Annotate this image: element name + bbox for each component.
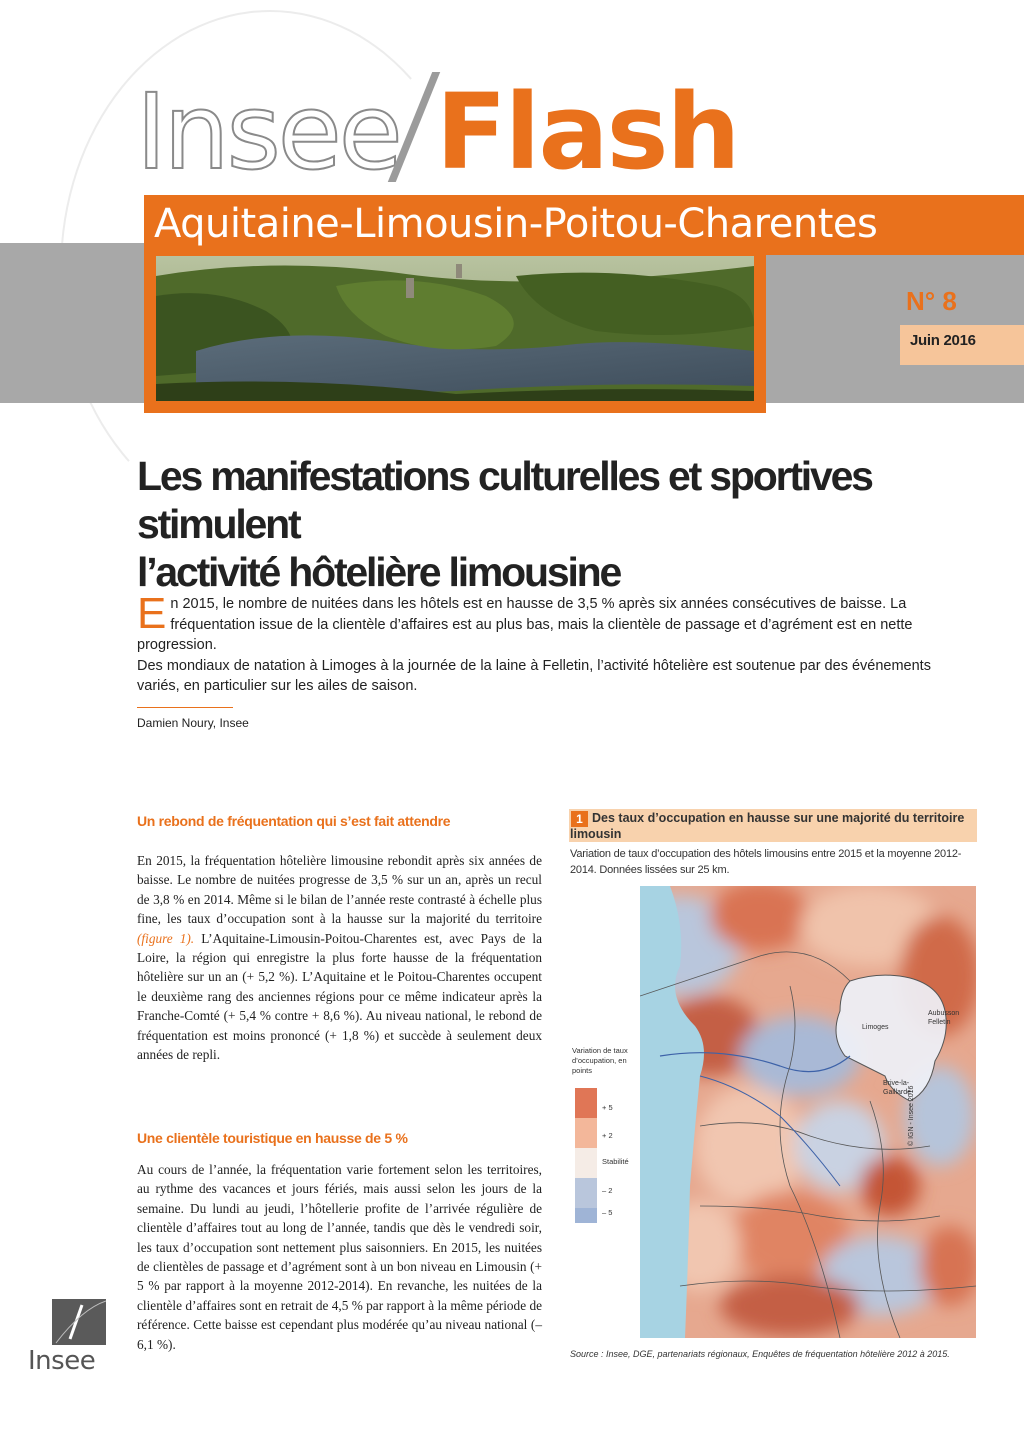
figure-number: 1 <box>571 811 588 827</box>
legend-swatch-stable <box>575 1148 597 1163</box>
legend-label-plus2: + 2 <box>602 1131 613 1140</box>
section-heading-2: Une clientèle touristique en hausse de 5 % <box>137 1130 408 1146</box>
lead-paragraph-1 <box>137 589 952 656</box>
masthead-flash: Flash <box>435 71 739 193</box>
masthead <box>136 70 739 195</box>
legend-swatch-minus2 <box>575 1178 597 1193</box>
article-title <box>137 452 957 596</box>
issue-date: Juin 2016 <box>910 332 976 349</box>
figure-source: Source : Insee, DGE, partenariats régionaux, Enquêtes de fréquentation hôtelière 2012 à 2015. <box>570 1349 950 1359</box>
figure-reference-link[interactable]: (figure 1). <box>137 930 195 946</box>
legend-swatch-minus5 <box>575 1208 597 1223</box>
title-line-2: l’activité hôtelière limousine <box>137 549 621 595</box>
map-label-brive: Brive-la-Gaillarde <box>883 1080 912 1096</box>
region-name: Aquitaine-Limousin-Poitou-Charentes <box>154 201 878 247</box>
section1-text-a: En 2015, la fréquentation hôtelière limousine rebondit après six années de baisse. Le nombre de nuitées progresse de 3,5 % sur un an, après un recul de 3,8 % en 2014. Même si le bilan de l’année reste contrasté à échelle plus fine, les taux d’occupation sont à la hausse sur la majorité du territoire <box>137 853 542 927</box>
lead-text-1: n 2015, le nombre de nuitées dans les hôtels est en hausse de 3,5 % après six années consécutives de baisse. La fréquentation issue de la clientèle d’affaires est au plus bas, mais la clientèle de passage et d’agrément est en nette progression. <box>137 596 913 653</box>
author-divider <box>137 707 233 708</box>
header-landscape-photo <box>156 256 754 401</box>
legend-swatch-plus5 <box>575 1088 597 1103</box>
legend-swatch-stable2 <box>575 1163 597 1178</box>
legend-swatch-minus3 <box>575 1193 597 1208</box>
legend-label-minus2: – 2 <box>602 1186 613 1195</box>
legend-swatch-plus1 <box>575 1133 597 1148</box>
insee-logo-icon <box>52 1299 106 1345</box>
masthead-insee: Insee <box>136 71 400 193</box>
article-lead <box>137 589 952 697</box>
section-heading-1: Un rebond de fréquentation qui s’est fait attendre <box>137 813 451 829</box>
legend-swatch-plus2b <box>575 1118 597 1133</box>
title-line-1: Les manifestations culturelles et sportives stimulent <box>137 453 872 547</box>
legend-title: Variation de taux d’occupation, en points <box>572 1046 628 1075</box>
insee-logo-text: Insee <box>28 1346 96 1376</box>
occupancy-map <box>640 886 976 1338</box>
figure-title: Des taux d’occupation en hausse sur une majorité du territoire limousin <box>570 811 965 841</box>
legend-label-plus5: + 5 <box>602 1103 613 1112</box>
figure-subtitle: Variation de taux d’occupation des hôtels limousins entre 2015 et la moyenne 2012-2014. Données lissées sur 25 km. <box>570 848 962 876</box>
lead-dropcap: E <box>137 589 167 638</box>
map-copyright: © IGN - Insee 2016 <box>908 1085 915 1146</box>
section1-text-b: L’Aquitaine-Limousin-Poitou-Charentes est, avec Pays de la Loire, la région qui enregistre la plus forte hausse de la fréquentation hôtelière sur un an (+ 5,2 %). L’Aquitaine et le Poitou-Charentes occupent le deuxième rang des anciennes régions pour ce même indicateur après la Franche-Comté (+ 5,4 % contre + 8,6 %). Au niveau national, le rebond de fréquentation est moins prononcé (+ 1,8 %) et succède à seulement deux années de repli. <box>137 930 543 1063</box>
issue-number: N° 8 <box>906 286 957 316</box>
map-label-limoges: Limoges <box>862 1024 889 1031</box>
lead-paragraph-2: Des mondiaux de natation à Limoges à la journée de la laine à Felletin, l’activité hôtelière est soutenue par des événements variés, en particulier sur les ailes de saison. <box>137 657 931 694</box>
section-body-2: Au cours de l’année, la fréquentation varie fortement selon les territoires, au rythme des vacances et jours fériés, mais aussi selon les jours de la semaine. Du lundi au jeudi, l’hôtellerie profite de l’arrivée régulière de clientèle d’affaires tout au long de l’année, tandis que dès le vendredi soir, les taux d’occupation sont nettement plus saisonniers. En 2015, les nuitées de clientèles de passage et d’agrément sont à un bon niveau en Limousin (+ 5 % par rapport à la moyenne 2012-2014). En revanche, les nuitées de la clientèle d’affaires sont en retrait de 4,5 % par rapport à la même période de référence. Cette baisse est cependant plus modérée qu’au niveau national (– 6,1 %). <box>137 1162 542 1352</box>
section-body-1 <box>137 851 542 1064</box>
map-label-aubusson: Aubusson Felletin <box>928 1010 960 1026</box>
article-author: Damien Noury, Insee <box>137 716 249 730</box>
legend-label-minus5: – 5 <box>602 1208 613 1217</box>
legend-label-stable: Stabilité <box>602 1157 629 1166</box>
legend-swatch-plus2 <box>575 1103 597 1118</box>
